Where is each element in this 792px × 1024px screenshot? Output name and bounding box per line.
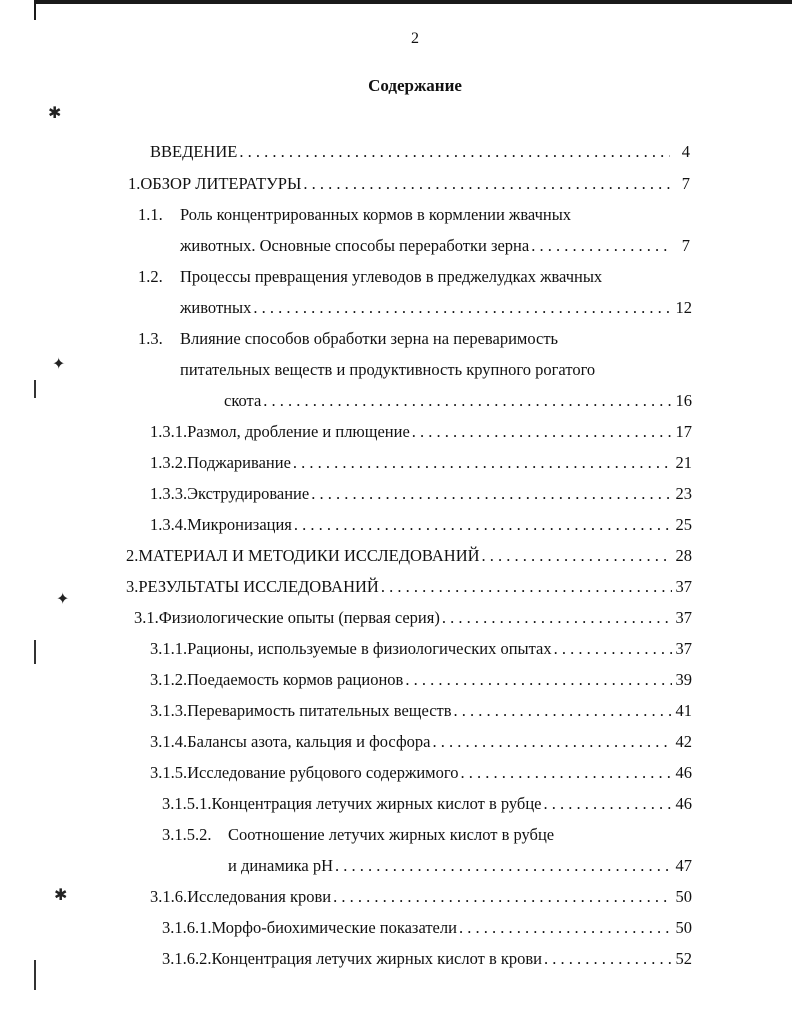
toc-dot-leader <box>460 763 672 783</box>
margin-scan-artifact <box>34 640 36 664</box>
toc-entry-number: 3.1.5. <box>150 763 188 782</box>
toc-entry-3-1-5-2 <box>228 856 692 876</box>
toc-entry-number: 2. <box>126 546 139 565</box>
toc-dot-leader <box>543 794 672 814</box>
toc-entry-3-1 <box>134 608 692 628</box>
toc-entry-number: 1.2. <box>138 267 163 286</box>
binding-hole-mark: ✦ <box>56 591 70 608</box>
toc-entry-page: 21 <box>675 453 692 472</box>
toc-entry-number: 3.1.5.2. <box>162 825 212 844</box>
toc-entry-3-1-1 <box>150 639 692 659</box>
page-number: 2 <box>411 30 419 47</box>
toc-dot-leader <box>482 546 672 566</box>
toc-dot-leader <box>442 608 672 628</box>
toc-entry-number: 3.1.1. <box>150 639 188 658</box>
toc-dot-leader <box>531 236 670 256</box>
toc-dot-leader <box>293 453 672 473</box>
toc-entry-text: Поджаривание <box>187 453 291 472</box>
toc-entry-3-1-6-1 <box>162 918 692 938</box>
toc-entry-3-1-4 <box>150 732 692 752</box>
toc-entry-text: Концентрация летучих жирных кислот в рубце <box>211 794 542 813</box>
toc-entry-number: 1. <box>128 174 141 193</box>
toc-entry-1-3-4 <box>150 515 692 535</box>
toc-entry-page: 41 <box>675 701 692 720</box>
toc-entry-number: 3.1.6.2. <box>162 949 212 968</box>
toc-dot-leader <box>454 701 672 721</box>
toc-entry-1-3 <box>224 391 692 411</box>
toc-entry-text: Физиологические опыты (первая серия) <box>158 608 440 627</box>
toc-entry-text: Экструдирование <box>187 484 310 503</box>
toc-dot-leader <box>253 298 672 318</box>
toc-entry-page: 7 <box>681 236 690 255</box>
toc-entry-text: питательных веществ и продуктивность крупного рогатого <box>180 360 596 379</box>
toc-dot-leader <box>412 422 672 442</box>
toc-entry-text: Переваримость питательных веществ <box>187 701 452 720</box>
toc-entry-number: 3.1.6.1. <box>162 918 212 937</box>
toc-entry-1-3-3 <box>150 484 692 504</box>
toc-entry-number: 1.3. <box>138 329 163 348</box>
toc-entry-page: 46 <box>675 794 692 813</box>
toc-entry-3-1-5-2-line1 <box>162 825 554 845</box>
toc-entry-number: 1.1. <box>138 205 163 224</box>
toc-entry-text: ВВЕДЕНИЕ <box>150 142 238 161</box>
toc-entry-text: Роль концентрированных кормов в кормлении жвачных <box>180 205 572 224</box>
toc-dot-leader <box>294 515 672 535</box>
toc-dot-leader <box>405 670 672 690</box>
toc-entry-page: 37 <box>675 608 692 627</box>
toc-entry-text: РЕЗУЛЬТАТЫ ИССЛЕДОВАНИЙ <box>138 577 379 596</box>
toc-entry-1-1-line1 <box>138 205 571 225</box>
toc-entry-number: 1.3.1. <box>150 422 188 441</box>
toc-entry-1-3-2 <box>150 453 692 473</box>
toc-entry-text: Рационы, используемые в физиологических опытах <box>187 639 552 658</box>
toc-entry-text: животных. Основные способы переработки зерна <box>180 236 530 255</box>
toc-entry-page: 23 <box>675 484 692 503</box>
toc-entry-text: Балансы азота, кальция и фосфора <box>187 732 431 751</box>
toc-entry-page: 12 <box>675 298 692 317</box>
toc-entry-page: 25 <box>675 515 692 534</box>
toc-entry-page: 16 <box>675 391 692 410</box>
toc-dot-leader <box>432 732 672 752</box>
toc-entry-text: животных <box>180 298 252 317</box>
toc-entry-page: 4 <box>681 142 690 161</box>
toc-entry-1-3-1 <box>150 422 692 442</box>
toc-entry-text: Влияние способов обработки зерна на переваримость <box>180 329 559 348</box>
margin-scan-artifact <box>34 380 36 398</box>
toc-entry-1-1 <box>180 236 690 256</box>
toc-entry-number: 3.1.5.1. <box>162 794 212 813</box>
margin-scan-artifact <box>34 960 36 990</box>
toc-entry-page: 47 <box>675 856 692 875</box>
toc-dot-leader <box>459 918 672 938</box>
binding-hole-mark: ✦ <box>52 356 66 373</box>
toc-dot-leader <box>239 142 670 162</box>
toc-entry-page: 7 <box>681 174 690 193</box>
toc-dot-leader <box>333 887 672 907</box>
toc-entry-1-2-line1 <box>138 267 602 287</box>
toc-entry-page: 50 <box>675 918 692 937</box>
toc-entry-text: Соотношение летучих жирных кислот в рубце <box>228 825 555 844</box>
toc-entry-1 <box>128 174 690 194</box>
toc-dot-leader <box>303 174 670 194</box>
toc-entry-1-2 <box>180 298 692 318</box>
toc-entry-text: Размол, дробление и плющение <box>187 422 410 441</box>
toc-entry-3-1-6-2 <box>162 949 692 969</box>
toc-entry-number: 3.1.6. <box>150 887 188 906</box>
toc-entry-text: Микронизация <box>187 515 292 534</box>
toc-entry-text: Поедаемость кормов рационов <box>187 670 404 689</box>
toc-entry-page: 39 <box>675 670 692 689</box>
toc-entry-number: 3.1. <box>134 608 159 627</box>
toc-entry-number: 3.1.2. <box>150 670 188 689</box>
toc-entry-page: 50 <box>675 887 692 906</box>
toc-entry-3-1-5-1 <box>162 794 692 814</box>
toc-dot-leader <box>263 391 672 411</box>
toc-entry-page: 46 <box>675 763 692 782</box>
toc-entry-3-1-5 <box>150 763 692 783</box>
toc-entry-page: 42 <box>675 732 692 751</box>
toc-entry-text: Концентрация летучих жирных кислот в крови <box>211 949 543 968</box>
toc-entry-number: 1.3.4. <box>150 515 188 534</box>
toc-dot-leader <box>335 856 672 876</box>
toc-entry-text: ОБЗОР ЛИТЕРАТУРЫ <box>140 174 302 193</box>
toc-entry-number: 1.3.2. <box>150 453 188 472</box>
toc-entry-page: 37 <box>675 577 692 596</box>
toc-entry-3 <box>126 577 692 597</box>
toc-dot-leader <box>544 949 672 969</box>
toc-entry-page: 28 <box>675 546 692 565</box>
toc-entry-number: 1.3.3. <box>150 484 188 503</box>
binding-hole-mark: ✱ <box>54 887 68 904</box>
toc-dot-leader <box>381 577 672 597</box>
toc-entry-text: скота <box>224 391 262 410</box>
toc-entry-3-1-6 <box>150 887 692 907</box>
binding-hole-mark: ✱ <box>48 105 62 122</box>
toc-entry-page: 37 <box>675 639 692 658</box>
toc-entry-number: 3.1.4. <box>150 732 188 751</box>
toc-entry-number: 3. <box>126 577 139 596</box>
toc-entry-1-3-line2 <box>180 360 595 380</box>
toc-entry-2 <box>126 546 692 566</box>
toc-entry-text: и динамика рН <box>228 856 333 875</box>
toc-dot-leader <box>554 639 672 659</box>
toc-entry-page: 17 <box>675 422 692 441</box>
toc-entry-intro <box>150 142 690 162</box>
toc-entry-text: Морфо-биохимические показатели <box>211 918 457 937</box>
page-title: Содержание <box>368 76 462 95</box>
toc-entry-text: Исследование рубцового содержимого <box>187 763 459 782</box>
toc-entry-1-3-line1 <box>138 329 558 349</box>
toc-entry-text: Процессы превращения углеводов в преджелудках жвачных <box>180 267 603 286</box>
toc-entry-text: Исследования крови <box>187 887 332 906</box>
toc-entry-text: МАТЕРИАЛ И МЕТОДИКИ ИССЛЕДОВАНИЙ <box>138 546 480 565</box>
toc-entry-number: 3.1.3. <box>150 701 188 720</box>
toc-entry-3-1-3 <box>150 701 692 721</box>
toc-entry-3-1-2 <box>150 670 692 690</box>
toc-entry-page: 52 <box>675 949 692 968</box>
toc-dot-leader <box>311 484 672 504</box>
